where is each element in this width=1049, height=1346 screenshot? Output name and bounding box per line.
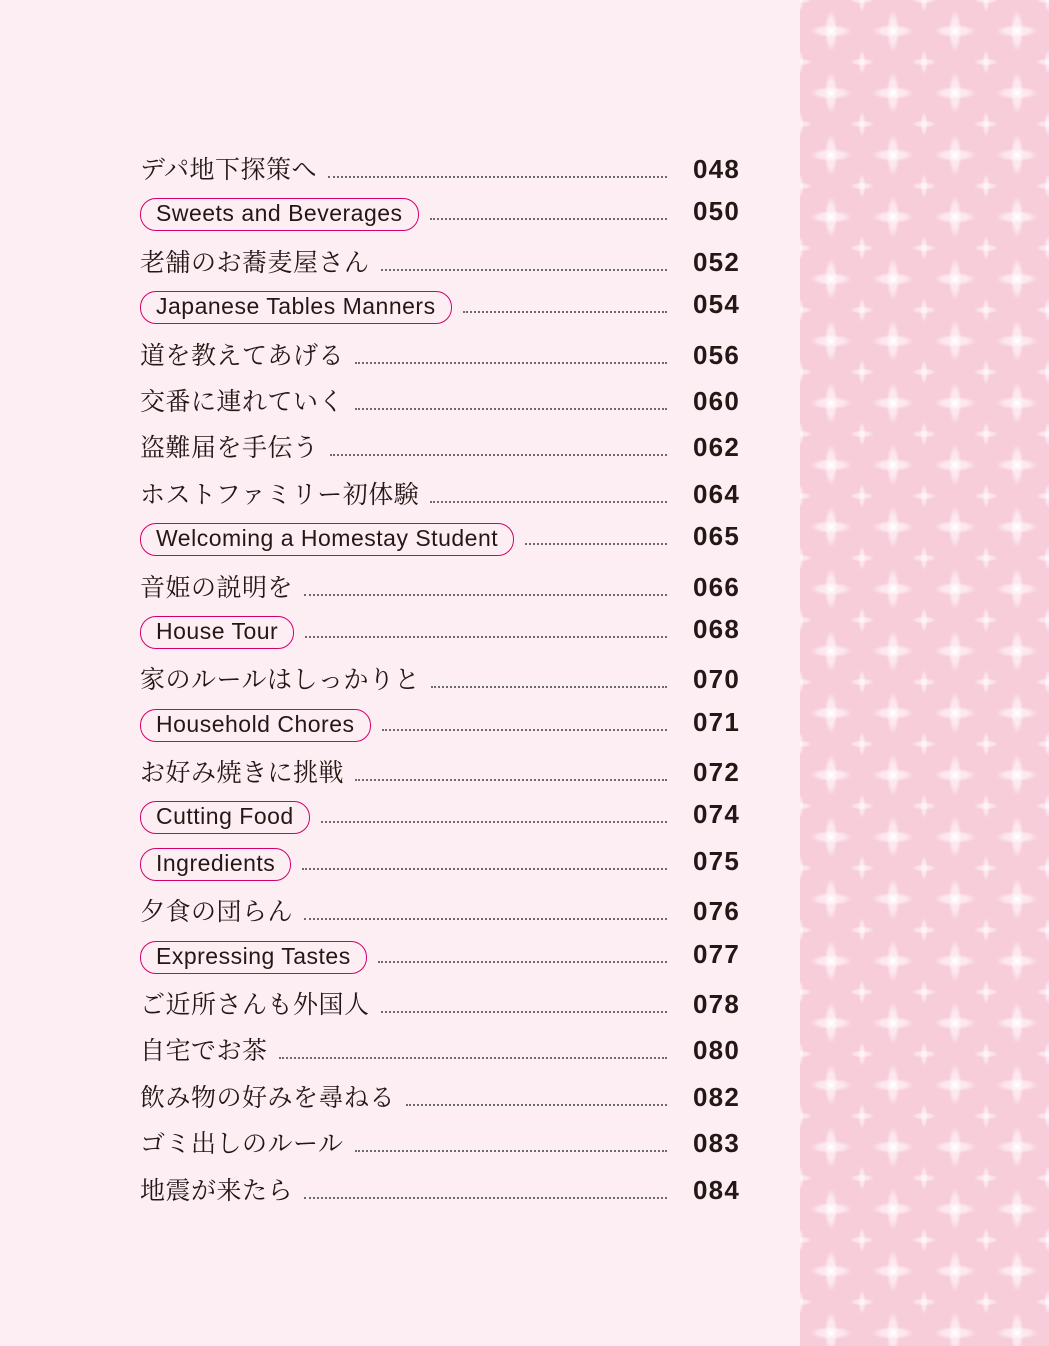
toc-leader-dots (355, 778, 667, 781)
toc-entry-page-number: 065 (693, 521, 740, 552)
table-of-contents (140, 150, 740, 1217)
toc-leader-dots (525, 542, 667, 545)
toc-entry[interactable] (140, 846, 740, 892)
toc-leader-dots (355, 1149, 667, 1152)
toc-leader-dots (382, 728, 667, 731)
toc-entry[interactable] (140, 753, 740, 799)
toc-entry-label: Household Chores (140, 709, 371, 742)
toc-entry[interactable] (140, 985, 740, 1031)
toc-entry-page-number: 077 (693, 938, 740, 969)
toc-entry-page-number: 082 (693, 1081, 740, 1112)
toc-entry-label: ご近所さんも外国人 (140, 990, 370, 1020)
toc-entry-label: お好み焼きに挑戦 (140, 758, 345, 788)
toc-entry-label: ゴミ出しのルール (140, 1129, 344, 1159)
toc-entry-label: Sweets and Beverages (140, 198, 419, 231)
toc-leader-dots (355, 407, 667, 410)
toc-entry-page-number: 074 (693, 799, 740, 830)
toc-leader-dots (330, 453, 667, 456)
toc-entry-page-number: 084 (693, 1174, 740, 1205)
toc-entry-label: 地震が来たら (140, 1175, 294, 1205)
toc-entry-page-number: 060 (693, 385, 740, 416)
sparkle-pattern-overlay (800, 0, 1049, 1346)
toc-entry[interactable] (140, 1078, 740, 1124)
toc-entry[interactable] (140, 336, 740, 382)
toc-leader-dots (355, 361, 667, 364)
toc-entry-label: Japanese Tables Manners (140, 291, 452, 324)
toc-entry-page-number: 048 (693, 154, 740, 184)
toc-entry-page-number: 050 (693, 196, 740, 227)
toc-entry[interactable] (140, 892, 740, 938)
toc-leader-dots (279, 1056, 667, 1059)
toc-entry[interactable] (140, 614, 740, 660)
toc-leader-dots (304, 917, 667, 920)
toc-leader-dots (430, 500, 667, 503)
toc-leader-dots (328, 175, 667, 178)
toc-entry-page-number: 078 (693, 989, 740, 1020)
toc-leader-dots (304, 593, 667, 596)
toc-leader-dots (378, 960, 667, 963)
toc-leader-dots (381, 268, 667, 271)
toc-entry[interactable] (140, 428, 740, 474)
toc-entry-label: 道を教えてあげる (140, 340, 345, 370)
toc-entry-page-number: 064 (693, 478, 740, 509)
toc-leader-dots (304, 1196, 667, 1199)
toc-entry-page-number: 056 (693, 339, 740, 370)
toc-entry-page-number: 076 (693, 896, 740, 927)
toc-entry-label: Expressing Tastes (140, 941, 367, 974)
toc-entry-label: 自宅でお茶 (140, 1036, 268, 1066)
toc-entry-page-number: 083 (693, 1128, 740, 1159)
toc-entry[interactable] (140, 660, 740, 706)
toc-entry-page-number: 075 (693, 845, 740, 876)
toc-entry[interactable] (140, 568, 740, 614)
toc-entry-label: Welcoming a Homestay Student (140, 523, 514, 556)
toc-entry-page-number: 062 (693, 432, 740, 463)
decorative-sparkle-band (800, 0, 1049, 1346)
toc-leader-dots (302, 867, 667, 870)
toc-entry[interactable] (140, 289, 740, 335)
toc-entry-label: 夕食の団らん (140, 897, 294, 927)
toc-entry-label: Cutting Food (140, 801, 310, 834)
toc-leader-dots (305, 635, 667, 638)
toc-entry[interactable] (140, 243, 740, 289)
toc-entry[interactable] (140, 1031, 740, 1077)
toc-entry-label: 飲み物の好みを尋ねる (140, 1082, 396, 1112)
toc-entry-page-number: 080 (693, 1035, 740, 1066)
toc-entry-label: Ingredients (140, 848, 291, 881)
toc-entry-label: デパ地下探策へ (140, 155, 318, 184)
toc-entry-label: 老舗のお蕎麦屋さん (140, 247, 370, 277)
toc-entry-label: House Tour (140, 616, 294, 649)
toc-entry[interactable] (140, 939, 740, 985)
toc-entry[interactable] (140, 382, 740, 428)
toc-entry-label: ホストファミリー初体験 (140, 479, 420, 509)
toc-entry-label: 家のルールはしっかりと (140, 665, 421, 695)
toc-leader-dots (463, 310, 667, 313)
toc-entry-label: 音姫の説明を (140, 572, 294, 602)
toc-entry-page-number: 070 (693, 664, 740, 695)
toc-entry-label: 盗難届を手伝う (140, 433, 319, 463)
toc-leader-dots (381, 1010, 667, 1013)
toc-entry-label: 交番に連れていく (140, 386, 345, 416)
toc-entry-page-number: 071 (693, 706, 740, 737)
toc-entry-page-number: 066 (693, 571, 740, 602)
toc-leader-dots (430, 217, 667, 220)
toc-entry[interactable] (140, 196, 740, 242)
toc-entry-page-number: 072 (693, 757, 740, 788)
toc-entry-page-number: 068 (693, 613, 740, 644)
toc-entry[interactable] (140, 1124, 740, 1170)
toc-entry[interactable] (140, 707, 740, 753)
toc-entry[interactable] (140, 1171, 740, 1217)
toc-leader-dots (431, 685, 667, 688)
toc-leader-dots (321, 820, 667, 823)
toc-leader-dots (406, 1103, 667, 1106)
toc-entry[interactable] (140, 799, 740, 845)
toc-entry-page-number: 052 (693, 246, 740, 277)
toc-entry-page-number: 054 (693, 289, 740, 320)
toc-entry[interactable] (140, 475, 740, 521)
toc-entry[interactable] (140, 150, 740, 196)
toc-entry[interactable] (140, 521, 740, 567)
